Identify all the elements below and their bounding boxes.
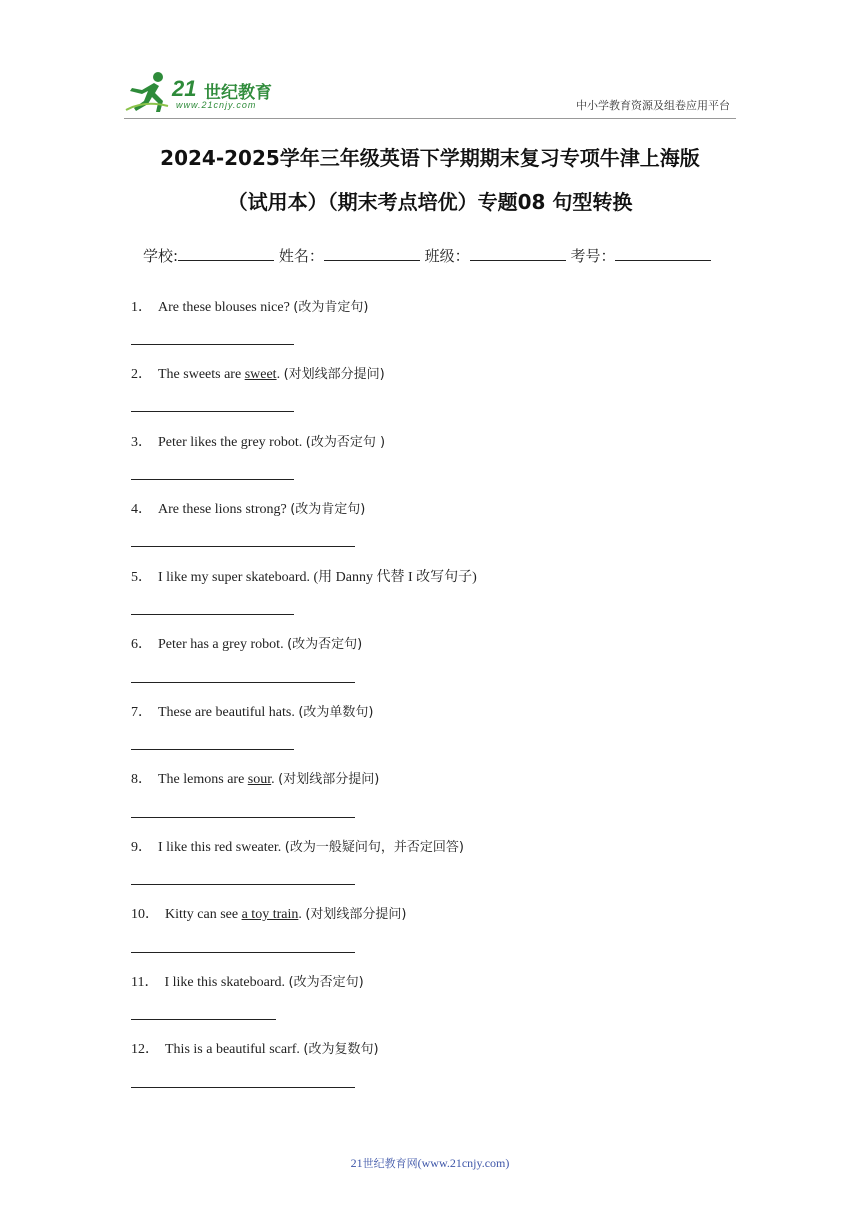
question-3: 3． Peter likes the grey robot. (改为否定句 ) xyxy=(131,435,386,450)
school-label: 学校: xyxy=(143,247,179,265)
logo-text: 世纪教育 xyxy=(204,83,272,103)
answer-line-9[interactable] xyxy=(131,884,355,885)
question-11: 11． I like this skateboard. (改为否定句) xyxy=(131,975,364,990)
document-title-line-1: 2024-2025学年三年级英语下学期期末复习专项牛津上海版 xyxy=(160,146,700,170)
answer-line-7[interactable] xyxy=(131,749,294,750)
logo-url: www.21cnjy.com xyxy=(176,100,257,110)
student-info-row xyxy=(143,245,711,266)
answer-line-1[interactable] xyxy=(131,344,294,345)
name-blank[interactable] xyxy=(324,246,420,261)
question-9: 9． I like this red sweater. (改为一般疑问句，并否定回答) xyxy=(131,840,464,855)
exam-number-blank[interactable] xyxy=(615,246,711,261)
question-12: 12． This is a beautiful scarf. (改为复数句) xyxy=(131,1042,379,1057)
underlined-part: a toy train xyxy=(241,907,299,922)
name-label: 姓名： xyxy=(278,247,324,265)
question-2: 2． The sweets are sweet. (对划线部分提问) xyxy=(131,367,385,382)
question-6: 6． Peter has a grey robot. (改为否定句) xyxy=(131,637,363,652)
question-8: 8． The lemons are sour. (对划线部分提问) xyxy=(131,772,380,787)
question-1: 1． Are these blouses nice? (改为肯定句) xyxy=(131,300,369,315)
answer-line-3[interactable] xyxy=(131,479,294,480)
underlined-part: sour xyxy=(247,772,272,787)
document-title-line-2: （试用本）（期末考点培优）专题08 句型转换 xyxy=(227,190,633,214)
question-7: 7． These are beautiful hats. (改为单数句) xyxy=(131,705,374,720)
underlined-part: sweet xyxy=(244,367,277,382)
logo-number: 21 xyxy=(172,76,197,101)
answer-line-4[interactable] xyxy=(131,546,355,547)
header-divider xyxy=(124,118,736,119)
answer-line-10[interactable] xyxy=(131,952,355,953)
answer-line-5[interactable] xyxy=(131,614,294,615)
class-label: 班级： xyxy=(424,247,470,265)
page-footer: 21世纪教育网(www.21cnjy.com) xyxy=(350,1156,510,1170)
question-5: 5． I like my super skateboard. (用 Danny 代替 I 改写句子) xyxy=(131,570,477,585)
answer-line-11[interactable] xyxy=(131,1019,276,1020)
answer-line-2[interactable] xyxy=(131,411,294,412)
question-10: 10． Kitty can see a toy train. (对划线部分提问) xyxy=(131,907,407,922)
runner-logo-icon xyxy=(124,70,172,116)
school-blank[interactable] xyxy=(178,246,274,261)
logo xyxy=(124,70,294,116)
answer-line-6[interactable] xyxy=(131,682,355,683)
answer-line-8[interactable] xyxy=(131,817,355,818)
exam-number-label: 考号： xyxy=(570,247,616,265)
question-4: 4． Are these lions strong? (改为肯定句) xyxy=(131,502,366,517)
class-blank[interactable] xyxy=(470,246,566,261)
platform-label: 中小学教育资源及组卷应用平台 xyxy=(576,99,730,112)
answer-line-12[interactable] xyxy=(131,1087,355,1088)
